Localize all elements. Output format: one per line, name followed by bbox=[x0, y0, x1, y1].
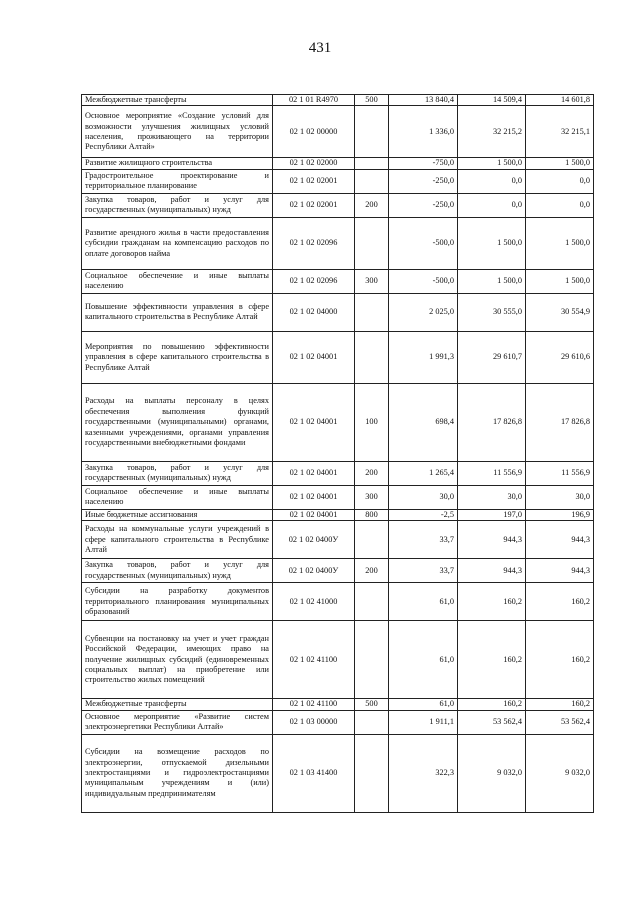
row-code: 02 1 02 41000 bbox=[273, 583, 355, 621]
row-value-2: 14 509,4 bbox=[458, 95, 526, 106]
row-value-3: 0,0 bbox=[526, 193, 594, 217]
row-name: Межбюджетные трансферты bbox=[82, 95, 273, 106]
table-row bbox=[82, 521, 594, 559]
table-row bbox=[82, 383, 594, 461]
row-value-2: 53 562,4 bbox=[458, 710, 526, 734]
table-row bbox=[82, 699, 594, 710]
row-value-2: 11 556,9 bbox=[458, 461, 526, 485]
row-value-3: 1 500,0 bbox=[526, 217, 594, 269]
row-expense-type: 200 bbox=[355, 193, 389, 217]
row-value-2: 9 032,0 bbox=[458, 734, 526, 812]
row-name: Основное мероприятие «Создание условий для возможности улучшения жилищных условий населения, проживающего на территории Республики Алтай» bbox=[82, 106, 273, 158]
table-row bbox=[82, 559, 594, 583]
row-code: 02 1 02 04000 bbox=[273, 293, 355, 331]
row-value-3: 1 500,0 bbox=[526, 158, 594, 169]
row-expense-type bbox=[355, 521, 389, 559]
row-expense-type bbox=[355, 106, 389, 158]
row-value-3: 160,2 bbox=[526, 699, 594, 710]
row-value-1: 1 336,0 bbox=[389, 106, 458, 158]
table-row bbox=[82, 710, 594, 734]
row-value-2: 30 555,0 bbox=[458, 293, 526, 331]
table-row bbox=[82, 269, 594, 293]
row-value-2: 30,0 bbox=[458, 485, 526, 509]
row-value-3: 944,3 bbox=[526, 521, 594, 559]
row-value-3: 14 601,8 bbox=[526, 95, 594, 106]
row-expense-type bbox=[355, 734, 389, 812]
row-expense-type: 200 bbox=[355, 461, 389, 485]
row-code: 02 1 02 02096 bbox=[273, 269, 355, 293]
row-value-3: 29 610,6 bbox=[526, 331, 594, 383]
row-value-1: 13 840,4 bbox=[389, 95, 458, 106]
row-name: Расходы на коммунальные услуги учреждений в сфере капитального строительства в Республике Алтай bbox=[82, 521, 273, 559]
row-name: Градостроительное проектирование и территориальное планирование bbox=[82, 169, 273, 193]
row-value-2: 29 610,7 bbox=[458, 331, 526, 383]
row-name: Социальное обеспечение и иные выплаты населению bbox=[82, 269, 273, 293]
row-name: Расходы на выплаты персоналу в целях обеспечения выполнения функций государственными (муниципальными) органами, казенными учреждениями, органами управления государственными внебюджетными фондами bbox=[82, 383, 273, 461]
row-value-2: 32 215,2 bbox=[458, 106, 526, 158]
row-name: Социальное обеспечение и иные выплаты населению bbox=[82, 485, 273, 509]
row-value-1: 33,7 bbox=[389, 521, 458, 559]
row-name: Субвенции на постановку на учет и учет граждан Российской Федерации, имеющих право на получение жилищных субсидий (единовременных социальных выплат) на приобретение или строительство жилых помещений bbox=[82, 621, 273, 699]
table-row bbox=[82, 217, 594, 269]
table-row bbox=[82, 461, 594, 485]
row-code: 02 1 02 02000 bbox=[273, 158, 355, 169]
row-code: 02 1 03 00000 bbox=[273, 710, 355, 734]
row-name: Повышение эффективности управления в сфере капитального строительства в Республике Алтай bbox=[82, 293, 273, 331]
row-code: 02 1 02 04001 bbox=[273, 485, 355, 509]
row-code: 02 1 02 04001 bbox=[273, 461, 355, 485]
row-value-2: 160,2 bbox=[458, 699, 526, 710]
row-name: Закупка товаров, работ и услуг для государственных (муниципальных) нужд bbox=[82, 559, 273, 583]
row-value-1: 61,0 bbox=[389, 621, 458, 699]
row-expense-type: 500 bbox=[355, 95, 389, 106]
row-value-2: 160,2 bbox=[458, 583, 526, 621]
row-value-1: 698,4 bbox=[389, 383, 458, 461]
row-name: Развитие жилищного строительства bbox=[82, 158, 273, 169]
table-row bbox=[82, 583, 594, 621]
row-value-2: 944,3 bbox=[458, 559, 526, 583]
row-value-1: -250,0 bbox=[389, 193, 458, 217]
row-expense-type bbox=[355, 293, 389, 331]
table-row bbox=[82, 106, 594, 158]
budget-table-body bbox=[82, 95, 594, 813]
row-code: 02 1 02 02001 bbox=[273, 169, 355, 193]
row-code: 02 1 02 04001 bbox=[273, 331, 355, 383]
row-value-3: 17 826,8 bbox=[526, 383, 594, 461]
row-code: 02 1 02 04001 bbox=[273, 509, 355, 520]
row-value-3: 9 032,0 bbox=[526, 734, 594, 812]
row-value-2: 944,3 bbox=[458, 521, 526, 559]
row-code: 02 1 02 04001 bbox=[273, 383, 355, 461]
row-value-2: 160,2 bbox=[458, 621, 526, 699]
row-value-1: 1 911,1 bbox=[389, 710, 458, 734]
row-value-2: 1 500,0 bbox=[458, 269, 526, 293]
table-row bbox=[82, 169, 594, 193]
row-value-1: -500,0 bbox=[389, 269, 458, 293]
row-code: 02 1 02 0400У bbox=[273, 521, 355, 559]
row-expense-type bbox=[355, 169, 389, 193]
row-expense-type: 100 bbox=[355, 383, 389, 461]
row-value-1: 61,0 bbox=[389, 699, 458, 710]
row-value-1: -2,5 bbox=[389, 509, 458, 520]
row-value-1: 2 025,0 bbox=[389, 293, 458, 331]
row-value-1: 33,7 bbox=[389, 559, 458, 583]
row-code: 02 1 02 0400У bbox=[273, 559, 355, 583]
row-value-1: -500,0 bbox=[389, 217, 458, 269]
row-expense-type bbox=[355, 158, 389, 169]
row-name: Основное мероприятие «Развитие систем электроэнергетики Республики Алтай» bbox=[82, 710, 273, 734]
budget-table bbox=[81, 94, 594, 813]
table-row bbox=[82, 734, 594, 812]
row-value-1: 30,0 bbox=[389, 485, 458, 509]
row-code: 02 1 02 41100 bbox=[273, 699, 355, 710]
row-value-3: 160,2 bbox=[526, 621, 594, 699]
table-row bbox=[82, 485, 594, 509]
table-row bbox=[82, 509, 594, 520]
row-value-3: 944,3 bbox=[526, 559, 594, 583]
table-row bbox=[82, 193, 594, 217]
row-expense-type: 300 bbox=[355, 485, 389, 509]
table-row bbox=[82, 331, 594, 383]
row-value-2: 1 500,0 bbox=[458, 217, 526, 269]
row-code: 02 1 01 R4970 bbox=[273, 95, 355, 106]
table-row bbox=[82, 621, 594, 699]
row-name: Межбюджетные трансферты bbox=[82, 699, 273, 710]
row-value-1: 61,0 bbox=[389, 583, 458, 621]
row-value-1: -750,0 bbox=[389, 158, 458, 169]
row-name: Развитие арендного жилья в части предоставления субсидии гражданам на компенсацию расходов по оплате договоров найма bbox=[82, 217, 273, 269]
row-code: 02 1 02 02001 bbox=[273, 193, 355, 217]
row-value-2: 197,0 bbox=[458, 509, 526, 520]
row-value-2: 17 826,8 bbox=[458, 383, 526, 461]
row-name: Закупка товаров, работ и услуг для государственных (муниципальных) нужд bbox=[82, 461, 273, 485]
row-expense-type: 500 bbox=[355, 699, 389, 710]
row-expense-type bbox=[355, 331, 389, 383]
row-value-1: 1 265,4 bbox=[389, 461, 458, 485]
row-value-3: 30,0 bbox=[526, 485, 594, 509]
row-name: Закупка товаров, работ и услуг для государственных (муниципальных) нужд bbox=[82, 193, 273, 217]
row-code: 02 1 02 41100 bbox=[273, 621, 355, 699]
row-expense-type bbox=[355, 583, 389, 621]
row-value-3: 53 562,4 bbox=[526, 710, 594, 734]
row-value-3: 0,0 bbox=[526, 169, 594, 193]
row-value-2: 0,0 bbox=[458, 193, 526, 217]
row-value-3: 160,2 bbox=[526, 583, 594, 621]
table-row bbox=[82, 293, 594, 331]
row-value-3: 196,9 bbox=[526, 509, 594, 520]
row-value-1: 1 991,3 bbox=[389, 331, 458, 383]
row-expense-type bbox=[355, 621, 389, 699]
row-name: Мероприятия по повышению эффективности управления в сфере капитального строительства в Республике Алтай bbox=[82, 331, 273, 383]
row-value-3: 32 215,1 bbox=[526, 106, 594, 158]
row-name: Иные бюджетные ассигнования bbox=[82, 509, 273, 520]
row-value-3: 1 500,0 bbox=[526, 269, 594, 293]
page-number: 431 bbox=[308, 40, 332, 56]
row-value-1: 322,3 bbox=[389, 734, 458, 812]
row-expense-type: 200 bbox=[355, 559, 389, 583]
row-value-3: 11 556,9 bbox=[526, 461, 594, 485]
row-expense-type: 800 bbox=[355, 509, 389, 520]
row-name: Субсидии на разработку документов территориального планирования муниципальных образований bbox=[82, 583, 273, 621]
row-code: 02 1 03 41400 bbox=[273, 734, 355, 812]
table-row bbox=[82, 158, 594, 169]
row-code: 02 1 02 00000 bbox=[273, 106, 355, 158]
row-expense-type bbox=[355, 710, 389, 734]
table-row bbox=[82, 95, 594, 106]
row-expense-type bbox=[355, 217, 389, 269]
row-value-2: 1 500,0 bbox=[458, 158, 526, 169]
row-value-1: -250,0 bbox=[389, 169, 458, 193]
row-value-2: 0,0 bbox=[458, 169, 526, 193]
row-expense-type: 300 bbox=[355, 269, 389, 293]
row-value-3: 30 554,9 bbox=[526, 293, 594, 331]
row-code: 02 1 02 02096 bbox=[273, 217, 355, 269]
row-name: Субсидии на возмещение расходов по электроэнергии, отпускаемой дизельными электростанциями и гидроэлектростанциями муниципальным учреждениям и (или) индивидуальным предпринимателям bbox=[82, 734, 273, 812]
